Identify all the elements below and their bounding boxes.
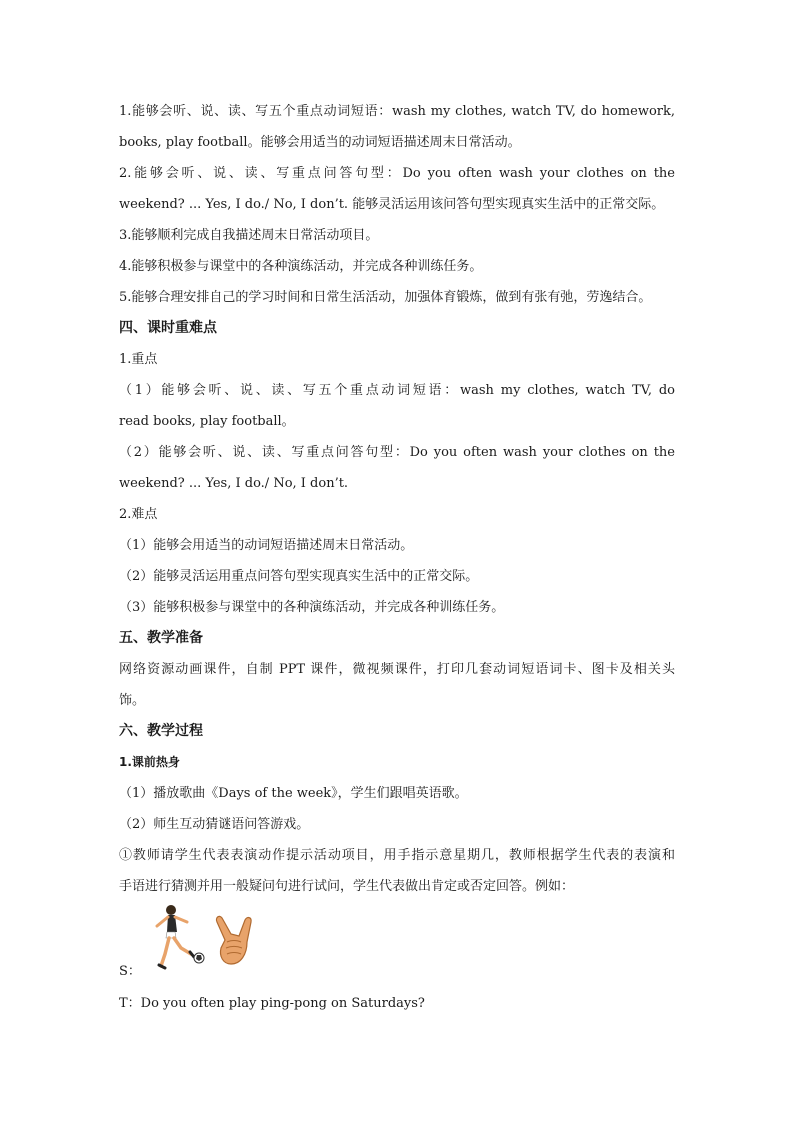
objective-4: 4.能够积极参与课堂中的各种演练活动，并完成各种训练任务。 (119, 259, 483, 274)
objective-3: 3.能够顺利完成自我描述周末日常活动项目。 (119, 228, 379, 243)
section-5-heading: 五、教学准备 (119, 630, 203, 646)
hand-sign-six-illustration (211, 912, 259, 968)
difficulties-title: 2.难点 (119, 507, 158, 522)
section-4-heading: 四、课时重难点 (119, 320, 217, 336)
key-point-1-line-2: read books, play football。 (119, 414, 295, 429)
warm-up-subheading: 1.课前热身 (119, 755, 180, 769)
example-image-row (119, 902, 675, 982)
difficulty-3: （3）能够积极参与课堂中的各种演练活动，并完成各种训练任务。 (119, 600, 505, 615)
teacher-question: T：Do you often play ping-pong on Saturdays? (119, 996, 425, 1011)
section-6-heading: 六、教学过程 (119, 723, 203, 739)
key-point-1-line-1: （1）能够会听、说、读、写五个重点动词短语：wash my clothes, watch TV, do (119, 383, 675, 398)
document-page (119, 96, 675, 1019)
objective-5: 5.能够合理安排自己的学习时间和日常生活活动，加强体育锻炼，做到有张有弛，劳逸结合。 (119, 290, 652, 305)
football-player-illustration (147, 902, 207, 972)
difficulty-2: （2）能够灵活运用重点问答句型实现真实生活中的正常交际。 (119, 569, 479, 584)
key-points-title: 1.重点 (119, 352, 158, 367)
key-point-2-line-2: weekend? ... Yes, I do./ No, I don’t. (119, 476, 349, 491)
warm-up-step-2: （2）师生互动猜谜语问答游戏。 (119, 817, 310, 832)
preparation-line-1: 网络资源动画课件，自制 PPT 课件，微视频课件，打印几套动词短语词卡、图卡及相关头 (119, 662, 675, 677)
key-point-2-line-1: （2）能够会听、说、读、写重点问答句型：Do you often wash your clothes on the (119, 445, 675, 460)
student-label: S： (119, 964, 141, 979)
objective-2-line-2: weekend? ... Yes, I do./ No, I don’t. 能够灵活运用该问答句型实现真实生活中的正常交际。 (119, 197, 665, 212)
objective-2-line-1: 2.能够会听、说、读、写重点问答句型：Do you often wash your clothes on the (119, 166, 675, 181)
objective-1-line-1: 1.能够会听、说、读、写五个重点动词短语：wash my clothes, watch TV, do homework, (119, 104, 675, 119)
activity-paragraph-line-2: 手语进行猜测并用一般疑问句进行试问，学生代表做出肯定或否定回答。例如： (119, 879, 575, 894)
objective-1-line-2: books, play football。能够会用适当的动词短语描述周末日常活动。 (119, 135, 521, 150)
warm-up-step-1: （1）播放歌曲《Days of the week》，学生们跟唱英语歌。 (119, 786, 468, 801)
preparation-line-2: 饰。 (119, 693, 146, 708)
difficulty-1: （1）能够会用适当的动词短语描述周末日常活动。 (119, 538, 414, 553)
activity-paragraph-line-1: ①教师请学生代表表演动作提示活动项目，用手指示意星期几，教师根据学生代表的表演和 (119, 848, 675, 863)
